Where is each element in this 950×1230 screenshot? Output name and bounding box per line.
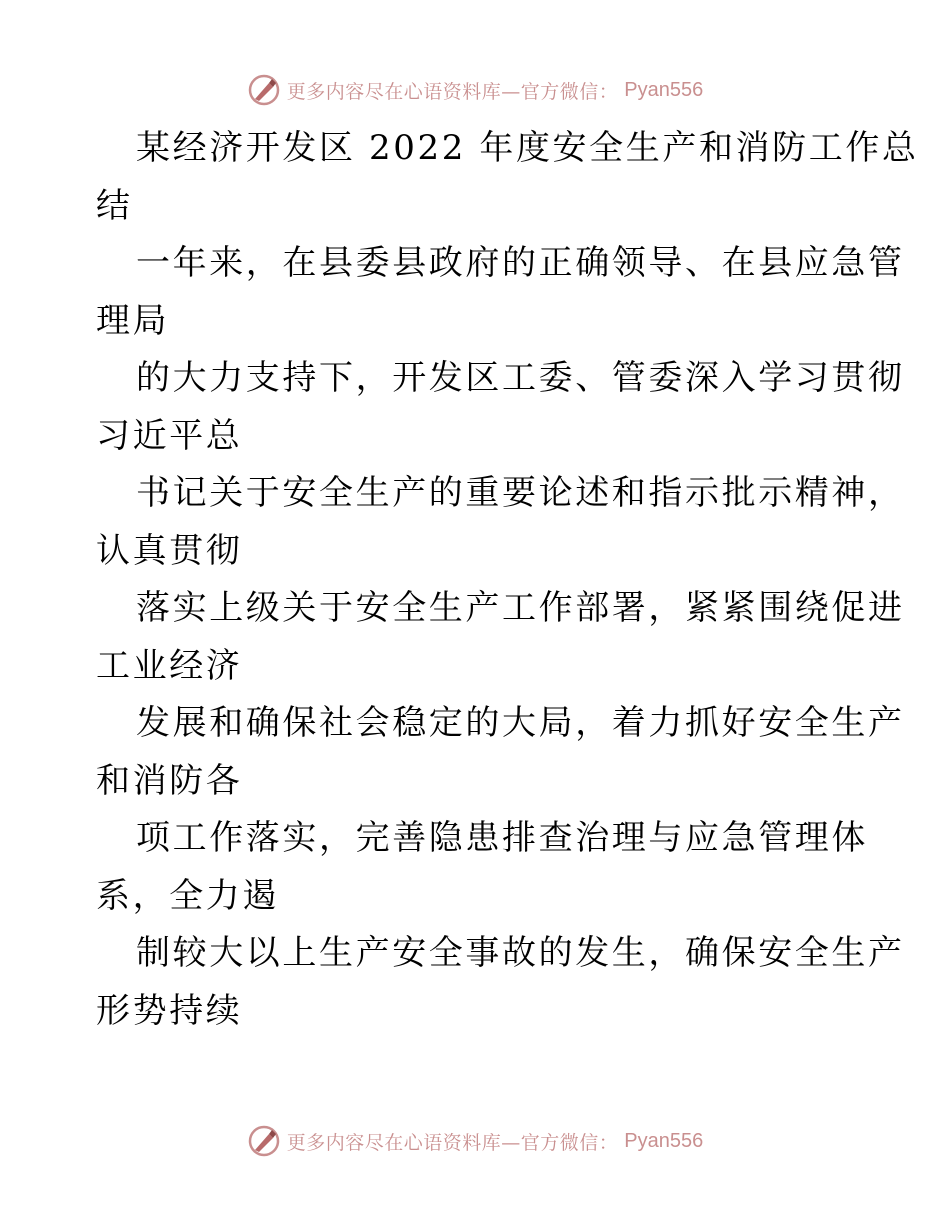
paragraph-line: 认真贯彻 (96, 530, 243, 571)
header-banner-wechat-id: Pyan556 (624, 78, 704, 101)
title-line-2: 结 (96, 185, 133, 226)
document-body (96, 120, 919, 1040)
footer-banner-text: 更多内容尽在心语资料库—官方微信： (286, 1131, 619, 1154)
paragraph-line: 理局 (96, 300, 170, 341)
paragraph-line: 和消防各 (96, 760, 243, 801)
paragraph-line: 系，全力遏 (96, 875, 279, 916)
paragraph-line: 发展和确保社会稳定的大局，着力抓好安全生产 (136, 703, 905, 743)
header-banner-text: 更多内容尽在心语资料库—官方微信： (286, 80, 619, 103)
header-banner (0, 70, 950, 110)
pen-logo-icon (247, 73, 281, 107)
paragraph-line: 落实上级关于安全生产工作部署，紧紧围绕促进 (136, 588, 905, 628)
pen-logo-icon (247, 1124, 281, 1158)
paragraph-line: 形势持续 (96, 990, 243, 1031)
paragraph-line: 项工作落实，完善隐患排查治理与应急管理体 (136, 818, 868, 858)
footer-banner-wechat-id: Pyan556 (624, 1129, 704, 1152)
paragraph-line: 一年来，在县委县政府的正确领导、在县应急管 (136, 243, 905, 283)
paragraph-line: 书记关于安全生产的重要论述和指示批示精神， (136, 473, 905, 513)
footer-banner (0, 1121, 950, 1161)
paragraph-line: 工业经济 (96, 645, 243, 686)
title-line-1: 某经济开发区 2022 年度安全生产和消防工作总 (136, 128, 919, 168)
paragraph-line: 的大力支持下，开发区工委、管委深入学习贯彻 (136, 358, 905, 398)
paragraph-line: 习近平总 (96, 415, 243, 456)
paragraph-line: 制较大以上生产安全事故的发生，确保安全生产 (136, 933, 905, 973)
